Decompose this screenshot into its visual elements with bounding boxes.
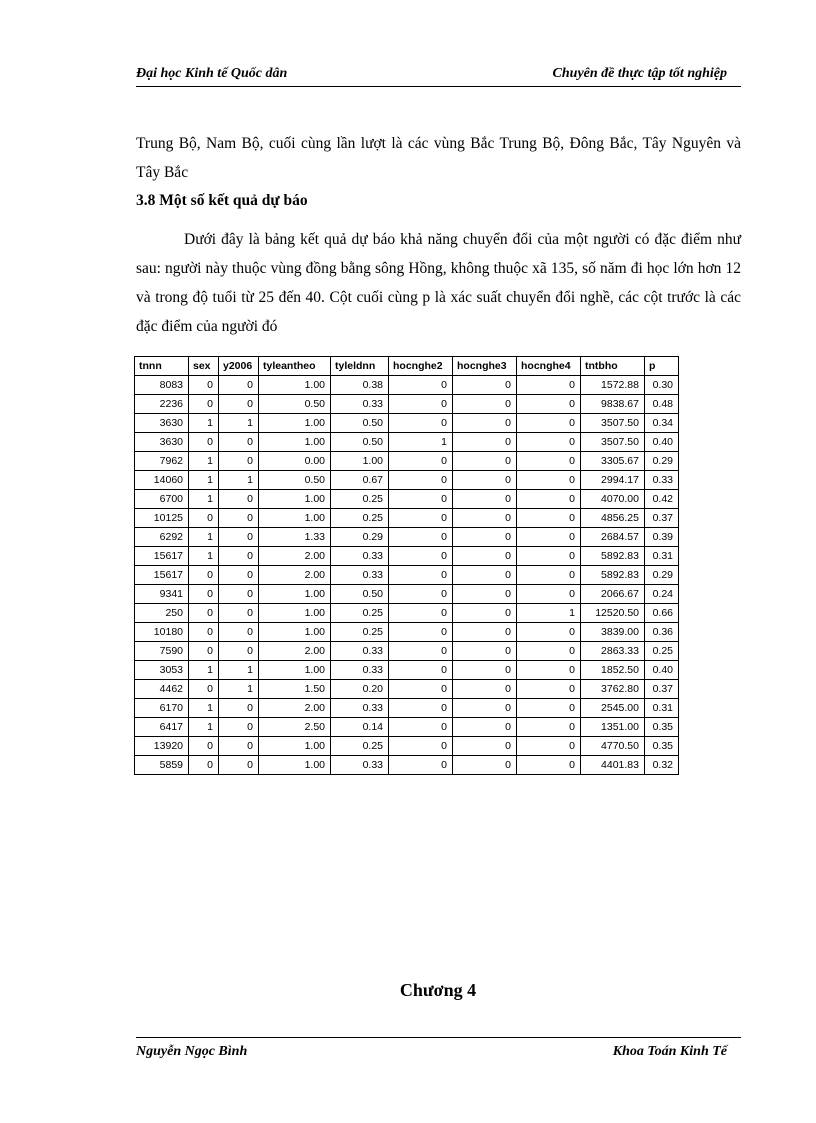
table-cell-tyleldnn: 0.50 xyxy=(331,414,389,433)
table-cell-sex: 1 xyxy=(189,547,219,566)
table-cell-tyleantheo: 0.50 xyxy=(259,471,331,490)
table-cell-hocnghe4: 0 xyxy=(517,680,581,699)
table-cell-tntbho: 3507.50 xyxy=(581,433,645,452)
table-cell-p: 0.29 xyxy=(645,566,679,585)
table-cell-tyleantheo: 1.00 xyxy=(259,585,331,604)
table-row xyxy=(135,756,679,775)
table-cell-tyleantheo: 1.00 xyxy=(259,433,331,452)
table-cell-tntbho: 1351.00 xyxy=(581,718,645,737)
table-cell-hocnghe3: 0 xyxy=(453,471,517,490)
table-cell-hocnghe4: 0 xyxy=(517,414,581,433)
table-cell-sex: 0 xyxy=(189,433,219,452)
column-header-sex: sex xyxy=(189,357,219,376)
table-cell-p: 0.32 xyxy=(645,756,679,775)
table-cell-tyleantheo: 2.00 xyxy=(259,547,331,566)
table-cell-hocnghe4: 0 xyxy=(517,452,581,471)
footer-author: Nguyễn Ngọc Bình xyxy=(136,1044,248,1059)
table-cell-tntbho: 2545.00 xyxy=(581,699,645,718)
table-cell-tntbho: 1852.50 xyxy=(581,661,645,680)
table-cell-tyleldnn: 0.33 xyxy=(331,642,389,661)
table-cell-sex: 1 xyxy=(189,414,219,433)
table-cell-hocnghe3: 0 xyxy=(453,547,517,566)
table-cell-p: 0.39 xyxy=(645,528,679,547)
table-cell-hocnghe2: 0 xyxy=(389,528,453,547)
table-cell-y2006: 0 xyxy=(219,490,259,509)
table-cell-tyleldnn: 0.67 xyxy=(331,471,389,490)
table-cell-hocnghe3: 0 xyxy=(453,376,517,395)
table-cell-y2006: 0 xyxy=(219,699,259,718)
table-cell-sex: 0 xyxy=(189,585,219,604)
table-cell-sex: 1 xyxy=(189,718,219,737)
table-cell-hocnghe3: 0 xyxy=(453,642,517,661)
table-cell-p: 0.40 xyxy=(645,433,679,452)
table-cell-tnnn: 6292 xyxy=(135,528,189,547)
table-cell-p: 0.34 xyxy=(645,414,679,433)
table-cell-hocnghe4: 0 xyxy=(517,623,581,642)
table-cell-sex: 0 xyxy=(189,604,219,623)
table-cell-tyleantheo: 2.50 xyxy=(259,718,331,737)
table-cell-p: 0.30 xyxy=(645,376,679,395)
table-cell-hocnghe4: 0 xyxy=(517,395,581,414)
table-cell-tyleantheo: 1.00 xyxy=(259,623,331,642)
table-row xyxy=(135,509,679,528)
table-cell-hocnghe2: 0 xyxy=(389,547,453,566)
table-cell-hocnghe3: 0 xyxy=(453,433,517,452)
table-cell-tyleldnn: 0.29 xyxy=(331,528,389,547)
table-cell-tntbho: 2684.57 xyxy=(581,528,645,547)
paragraph-regions: Trung Bộ, Nam Bộ, cuối cùng lần lượt là các vùng Bắc Trung Bộ, Đông Bắc, Tây Nguyên và Tây Bắc xyxy=(136,135,741,181)
table-cell-y2006: 0 xyxy=(219,433,259,452)
table-cell-p: 0.31 xyxy=(645,547,679,566)
table-cell-p: 0.29 xyxy=(645,452,679,471)
table-cell-hocnghe3: 0 xyxy=(453,585,517,604)
table-cell-tntbho: 3305.67 xyxy=(581,452,645,471)
table-cell-hocnghe2: 0 xyxy=(389,376,453,395)
table-cell-p: 0.42 xyxy=(645,490,679,509)
table-cell-tntbho: 5892.83 xyxy=(581,547,645,566)
table-cell-tnnn: 15617 xyxy=(135,547,189,566)
table-cell-tyleantheo: 1.00 xyxy=(259,661,331,680)
table-cell-p: 0.25 xyxy=(645,642,679,661)
table-cell-tyleldnn: 0.33 xyxy=(331,566,389,585)
table-cell-hocnghe4: 0 xyxy=(517,585,581,604)
table-cell-hocnghe3: 0 xyxy=(453,490,517,509)
table-cell-hocnghe2: 1 xyxy=(389,433,453,452)
table-cell-hocnghe3: 0 xyxy=(453,395,517,414)
table-cell-hocnghe2: 0 xyxy=(389,471,453,490)
table-cell-hocnghe2: 0 xyxy=(389,490,453,509)
table-cell-tnnn: 2236 xyxy=(135,395,189,414)
table-cell-hocnghe4: 0 xyxy=(517,376,581,395)
table-cell-tyleantheo: 1.50 xyxy=(259,680,331,699)
table-cell-p: 0.37 xyxy=(645,509,679,528)
table-row xyxy=(135,642,679,661)
table-cell-sex: 0 xyxy=(189,642,219,661)
table-cell-p: 0.37 xyxy=(645,680,679,699)
table-cell-tntbho: 2066.67 xyxy=(581,585,645,604)
table-row xyxy=(135,661,679,680)
column-header-tyleldnn: tyleldnn xyxy=(331,357,389,376)
table-cell-tnnn: 7590 xyxy=(135,642,189,661)
table-row xyxy=(135,585,679,604)
table-cell-hocnghe4: 0 xyxy=(517,566,581,585)
table-cell-hocnghe2: 0 xyxy=(389,566,453,585)
table-cell-tntbho: 2863.33 xyxy=(581,642,645,661)
column-header-p: p xyxy=(645,357,679,376)
table-row xyxy=(135,737,679,756)
table-cell-tntbho: 4856.25 xyxy=(581,509,645,528)
table-cell-tyleantheo: 1.00 xyxy=(259,756,331,775)
table-cell-p: 0.24 xyxy=(645,585,679,604)
table-cell-hocnghe3: 0 xyxy=(453,528,517,547)
table-cell-p: 0.33 xyxy=(645,471,679,490)
table-cell-y2006: 0 xyxy=(219,623,259,642)
table-cell-y2006: 0 xyxy=(219,642,259,661)
table-cell-sex: 0 xyxy=(189,395,219,414)
table-cell-tyleantheo: 1.00 xyxy=(259,490,331,509)
column-header-tnnn: tnnn xyxy=(135,357,189,376)
table-cell-hocnghe2: 0 xyxy=(389,699,453,718)
table-cell-hocnghe2: 0 xyxy=(389,585,453,604)
table-row xyxy=(135,395,679,414)
table-cell-hocnghe3: 0 xyxy=(453,756,517,775)
table-cell-tntbho: 3762.80 xyxy=(581,680,645,699)
footer-faculty: Khoa Toán Kinh Tế xyxy=(612,1044,727,1059)
table-cell-sex: 0 xyxy=(189,680,219,699)
table-cell-tntbho: 2994.17 xyxy=(581,471,645,490)
table-cell-tyleldnn: 0.50 xyxy=(331,433,389,452)
table-row xyxy=(135,452,679,471)
table-cell-hocnghe4: 0 xyxy=(517,528,581,547)
table-cell-y2006: 0 xyxy=(219,718,259,737)
table-cell-tyleantheo: 1.00 xyxy=(259,376,331,395)
table-cell-tntbho: 9838.67 xyxy=(581,395,645,414)
table-cell-hocnghe2: 0 xyxy=(389,604,453,623)
table-cell-tyleldnn: 0.25 xyxy=(331,737,389,756)
table-cell-hocnghe2: 0 xyxy=(389,680,453,699)
table-row xyxy=(135,490,679,509)
table-row xyxy=(135,699,679,718)
table-cell-hocnghe2: 0 xyxy=(389,642,453,661)
table-cell-sex: 0 xyxy=(189,376,219,395)
column-header-tyleantheo: tyleantheo xyxy=(259,357,331,376)
table-cell-hocnghe2: 0 xyxy=(389,509,453,528)
table-row xyxy=(135,433,679,452)
table-row xyxy=(135,471,679,490)
table-cell-hocnghe4: 0 xyxy=(517,756,581,775)
table-cell-hocnghe3: 0 xyxy=(453,718,517,737)
table-cell-hocnghe3: 0 xyxy=(453,604,517,623)
table-cell-hocnghe4: 0 xyxy=(517,661,581,680)
table-cell-tyleldnn: 0.25 xyxy=(331,509,389,528)
table-cell-sex: 0 xyxy=(189,623,219,642)
table-cell-tnnn: 250 xyxy=(135,604,189,623)
table-cell-tyleldnn: 0.20 xyxy=(331,680,389,699)
table-cell-tyleldnn: 0.50 xyxy=(331,585,389,604)
table-cell-p: 0.40 xyxy=(645,661,679,680)
table-cell-sex: 1 xyxy=(189,471,219,490)
table-cell-tyleldnn: 0.25 xyxy=(331,604,389,623)
table-cell-tyleldnn: 0.33 xyxy=(331,661,389,680)
table-row xyxy=(135,547,679,566)
page-header xyxy=(136,66,741,87)
table-cell-tnnn: 3630 xyxy=(135,433,189,452)
table-cell-y2006: 0 xyxy=(219,756,259,775)
column-header-hocnghe2: hocnghe2 xyxy=(389,357,453,376)
section-heading: 3.8 Một số kết quả dự báo xyxy=(136,192,308,209)
table-row xyxy=(135,528,679,547)
table-cell-tntbho: 1572.88 xyxy=(581,376,645,395)
table-cell-y2006: 0 xyxy=(219,452,259,471)
table-cell-p: 0.66 xyxy=(645,604,679,623)
table-cell-tnnn: 6170 xyxy=(135,699,189,718)
table-cell-hocnghe2: 0 xyxy=(389,414,453,433)
paragraph-description-text: Dưới đây là bảng kết quả dự báo khả năng chuyển đổi của một người có đặc điểm như sau: người này thuộc vùng đồng bằng sông Hồng, không thuộc xã 135, số năm đi học lớn hơn 12 và trong độ tuổi từ 25 đến 40. Cột cuối cùng p là xác suất chuyển đổi nghề, các cột trước là các đặc điểm của người đó xyxy=(136,231,741,335)
table-cell-p: 0.36 xyxy=(645,623,679,642)
table-cell-tntbho: 4401.83 xyxy=(581,756,645,775)
table-cell-y2006: 0 xyxy=(219,604,259,623)
table-cell-hocnghe2: 0 xyxy=(389,718,453,737)
table-cell-tnnn: 15617 xyxy=(135,566,189,585)
table-cell-tnnn: 13920 xyxy=(135,737,189,756)
table-cell-hocnghe4: 0 xyxy=(517,471,581,490)
header-university: Đại học Kinh tế Quốc dân xyxy=(136,66,288,81)
table-cell-tnnn: 3053 xyxy=(135,661,189,680)
table-cell-hocnghe4: 0 xyxy=(517,547,581,566)
table-cell-tnnn: 10180 xyxy=(135,623,189,642)
table-cell-sex: 1 xyxy=(189,490,219,509)
table-cell-tyleldnn: 0.14 xyxy=(331,718,389,737)
table-cell-tyleantheo: 2.00 xyxy=(259,642,331,661)
chapter-title: Chương 4 xyxy=(399,980,477,1000)
table-cell-sex: 1 xyxy=(189,699,219,718)
table-cell-hocnghe3: 0 xyxy=(453,509,517,528)
table-cell-hocnghe3: 0 xyxy=(453,623,517,642)
table-cell-tyleldnn: 0.33 xyxy=(331,699,389,718)
table-cell-hocnghe2: 0 xyxy=(389,756,453,775)
table-cell-hocnghe3: 0 xyxy=(453,699,517,718)
table-cell-tyleantheo: 2.00 xyxy=(259,699,331,718)
table-cell-hocnghe2: 0 xyxy=(389,737,453,756)
table-row xyxy=(135,566,679,585)
column-header-hocnghe4: hocnghe4 xyxy=(517,357,581,376)
table-cell-tyleldnn: 0.33 xyxy=(331,547,389,566)
table-cell-tyleantheo: 1.33 xyxy=(259,528,331,547)
table-cell-hocnghe2: 0 xyxy=(389,661,453,680)
table-cell-hocnghe2: 0 xyxy=(389,623,453,642)
table-cell-sex: 1 xyxy=(189,452,219,471)
column-header-y2006: y2006 xyxy=(219,357,259,376)
table-cell-y2006: 0 xyxy=(219,509,259,528)
table-cell-hocnghe4: 0 xyxy=(517,433,581,452)
table-cell-tnnn: 9341 xyxy=(135,585,189,604)
table-cell-tyleantheo: 1.00 xyxy=(259,509,331,528)
table-cell-hocnghe3: 0 xyxy=(453,566,517,585)
table-row xyxy=(135,680,679,699)
table-cell-y2006: 1 xyxy=(219,414,259,433)
table-cell-y2006: 0 xyxy=(219,528,259,547)
table-cell-tnnn: 7962 xyxy=(135,452,189,471)
table-cell-hocnghe3: 0 xyxy=(453,680,517,699)
header-report-type: Chuyên đề thực tập tốt nghiệp xyxy=(552,66,727,81)
table-cell-y2006: 1 xyxy=(219,661,259,680)
table-cell-hocnghe4: 0 xyxy=(517,699,581,718)
table-cell-tnnn: 6417 xyxy=(135,718,189,737)
table-cell-tntbho: 12520.50 xyxy=(581,604,645,623)
table-cell-y2006: 0 xyxy=(219,547,259,566)
table-cell-p: 0.35 xyxy=(645,718,679,737)
table-cell-sex: 1 xyxy=(189,528,219,547)
table-cell-tnnn: 14060 xyxy=(135,471,189,490)
table-cell-tntbho: 5892.83 xyxy=(581,566,645,585)
table-row xyxy=(135,604,679,623)
table-cell-sex: 0 xyxy=(189,509,219,528)
table-cell-tnnn: 5859 xyxy=(135,756,189,775)
table-cell-hocnghe3: 0 xyxy=(453,414,517,433)
table-cell-tyleldnn: 0.33 xyxy=(331,756,389,775)
table-cell-tnnn: 10125 xyxy=(135,509,189,528)
table-cell-y2006: 1 xyxy=(219,680,259,699)
table-cell-p: 0.48 xyxy=(645,395,679,414)
table-cell-tnnn: 6700 xyxy=(135,490,189,509)
table-header-row xyxy=(135,357,679,376)
table-cell-hocnghe4: 0 xyxy=(517,490,581,509)
table-cell-sex: 0 xyxy=(189,756,219,775)
table-cell-y2006: 0 xyxy=(219,376,259,395)
table-cell-hocnghe2: 0 xyxy=(389,395,453,414)
table-cell-hocnghe3: 0 xyxy=(453,661,517,680)
table-cell-hocnghe4: 0 xyxy=(517,642,581,661)
table-row xyxy=(135,376,679,395)
table-cell-hocnghe3: 0 xyxy=(453,737,517,756)
table-cell-tntbho: 3839.00 xyxy=(581,623,645,642)
table-cell-tntbho: 3507.50 xyxy=(581,414,645,433)
table-row xyxy=(135,414,679,433)
table-cell-tyleldnn: 0.25 xyxy=(331,490,389,509)
column-header-hocnghe3: hocnghe3 xyxy=(453,357,517,376)
table-cell-tyleldnn: 0.25 xyxy=(331,623,389,642)
table-cell-hocnghe4: 0 xyxy=(517,718,581,737)
table-cell-y2006: 0 xyxy=(219,737,259,756)
table-cell-tyleantheo: 1.00 xyxy=(259,414,331,433)
table-cell-y2006: 1 xyxy=(219,471,259,490)
table-cell-tntbho: 4770.50 xyxy=(581,737,645,756)
table-cell-tyleantheo: 1.00 xyxy=(259,737,331,756)
table-cell-tyleldnn: 0.38 xyxy=(331,376,389,395)
table-cell-tyleldnn: 0.33 xyxy=(331,395,389,414)
table-cell-tyleantheo: 0.50 xyxy=(259,395,331,414)
table-cell-y2006: 0 xyxy=(219,566,259,585)
table-cell-sex: 1 xyxy=(189,661,219,680)
table-cell-tnnn: 4462 xyxy=(135,680,189,699)
table-cell-y2006: 0 xyxy=(219,395,259,414)
table-cell-p: 0.35 xyxy=(645,737,679,756)
table-cell-hocnghe3: 0 xyxy=(453,452,517,471)
table-cell-hocnghe4: 0 xyxy=(517,509,581,528)
table-cell-p: 0.31 xyxy=(645,699,679,718)
table-cell-sex: 0 xyxy=(189,566,219,585)
table-cell-tnnn: 8083 xyxy=(135,376,189,395)
table-cell-hocnghe2: 0 xyxy=(389,452,453,471)
table-cell-tyleantheo: 1.00 xyxy=(259,604,331,623)
forecast-table xyxy=(134,356,679,775)
table-cell-tyleantheo: 2.00 xyxy=(259,566,331,585)
table-cell-hocnghe4: 0 xyxy=(517,737,581,756)
table-cell-hocnghe4: 1 xyxy=(517,604,581,623)
page-footer xyxy=(136,1037,741,1066)
table-row xyxy=(135,718,679,737)
table-cell-tnnn: 3630 xyxy=(135,414,189,433)
table-cell-tntbho: 4070.00 xyxy=(581,490,645,509)
table-cell-sex: 0 xyxy=(189,737,219,756)
paragraph-description xyxy=(136,225,741,341)
table-cell-tyleantheo: 0.00 xyxy=(259,452,331,471)
column-header-tntbho: tntbho xyxy=(581,357,645,376)
table-cell-tyleldnn: 1.00 xyxy=(331,452,389,471)
table-cell-y2006: 0 xyxy=(219,585,259,604)
table-row xyxy=(135,623,679,642)
